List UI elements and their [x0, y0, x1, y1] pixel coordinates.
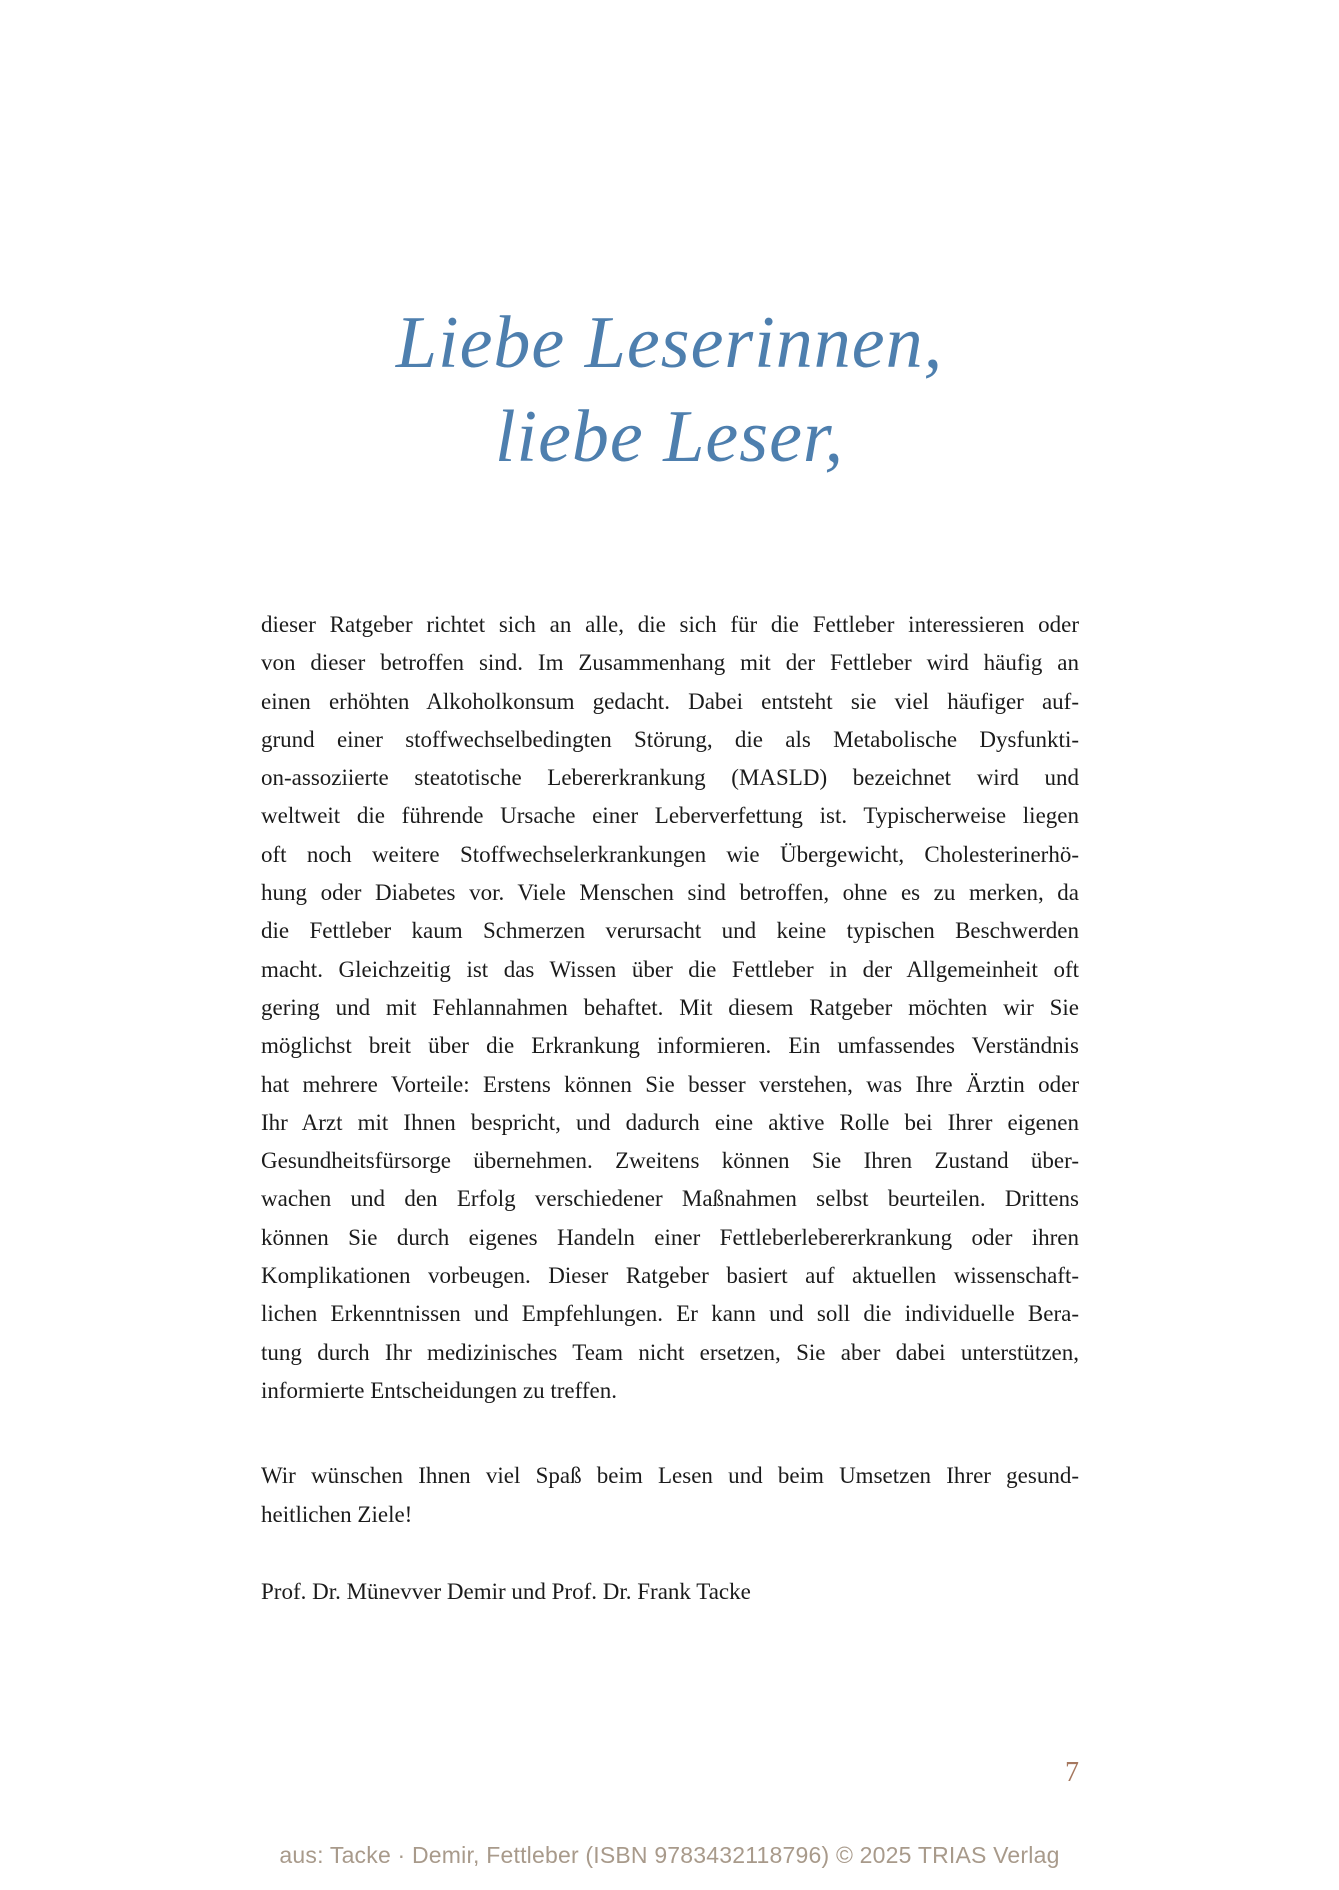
- text-line: wachen und den Erfolg verschiedener Maßnahmen selbst beurteilen. Drittens: [261, 1186, 1079, 1212]
- text-line: hung oder Diabetes vor. Viele Menschen sind betroffen, ohne es zu merken, da: [261, 880, 1079, 906]
- text-line: Wir wünschen Ihnen viel Spaß beim Lesen und beim Umsetzen Ihrer gesund-: [261, 1463, 1079, 1489]
- body-column: [261, 606, 1079, 1611]
- text-line: Komplikationen vorbeugen. Dieser Ratgeber basiert auf aktuellen wissenschaft-: [261, 1263, 1079, 1289]
- footer-credit-line: aus: Tacke · Demir, Fettleber (ISBN 9783432118796) © 2025 TRIAS Verlag: [279, 1842, 1060, 1868]
- paragraph-intro: [261, 606, 1079, 1410]
- page-title-line-2: liebe Leser,: [494, 396, 845, 478]
- text-line: heitlichen Ziele!: [261, 1501, 413, 1527]
- text-line: die Fettleber kaum Schmerzen verursacht und keine typischen Beschwerden: [261, 918, 1079, 944]
- text-line: on-assoziierte steatotische Lebererkrankung (MASLD) bezeichnet wird und: [261, 765, 1079, 791]
- text-line: möglichst breit über die Erkrankung informieren. Ein umfassendes Verständnis: [261, 1033, 1079, 1059]
- page-number: 7: [1065, 1757, 1079, 1788]
- text-line: können Sie durch eigenes Handeln einer Fettleberlebererkrankung oder ihren: [261, 1224, 1079, 1250]
- text-line: weltweit die führende Ursache einer Leberverfettung ist. Typischerweise liegen: [261, 803, 1079, 829]
- text-line: macht. Gleichzeitig ist das Wissen über die Fettleber in der Allgemeinheit oft: [261, 956, 1079, 982]
- page-title: [0, 296, 1339, 484]
- text-line: dieser Ratgeber richtet sich an alle, die sich für die Fettleber interessieren oder: [261, 612, 1079, 637]
- page-title-line-1: Liebe Leserinnen,: [395, 302, 944, 384]
- text-line: von dieser betroffen sind. Im Zusammenhang mit der Fettleber wird häufig an: [261, 650, 1079, 676]
- text-line: einen erhöhten Alkoholkonsum gedacht. Dabei entsteht sie viel häufiger auf-: [261, 688, 1079, 714]
- paragraph-wishes: [261, 1457, 1079, 1534]
- text-line: Ihr Arzt mit Ihnen bespricht, und dadurch eine aktive Rolle bei Ihrer eigenen: [261, 1109, 1079, 1135]
- text-line: informierte Entscheidungen zu treffen.: [261, 1377, 617, 1403]
- text-line: gering und mit Fehlannahmen behaftet. Mit diesem Ratgeber möchten wir Sie: [261, 994, 1079, 1020]
- text-line: hat mehrere Vorteile: Erstens können Sie besser verstehen, was Ihre Ärztin oder: [261, 1071, 1079, 1097]
- text-line: Gesundheitsfürsorge übernehmen. Zweitens können Sie Ihren Zustand über-: [261, 1148, 1079, 1174]
- author-signature: Prof. Dr. Münevver Demir und Prof. Dr. Frank Tacke: [261, 1578, 751, 1604]
- text-line: tung durch Ihr medizinisches Team nicht ersetzen, Sie aber dabei unterstützen,: [261, 1339, 1079, 1365]
- text-line: lichen Erkenntnissen und Empfehlungen. Er kann und soll die individuelle Bera-: [261, 1301, 1079, 1327]
- text-line: oft noch weitere Stoffwechselerkrankungen wie Übergewicht, Cholesterinerhö-: [261, 841, 1079, 867]
- text-line: grund einer stoffwechselbedingten Störung, die als Metabolische Dysfunkti-: [261, 726, 1079, 752]
